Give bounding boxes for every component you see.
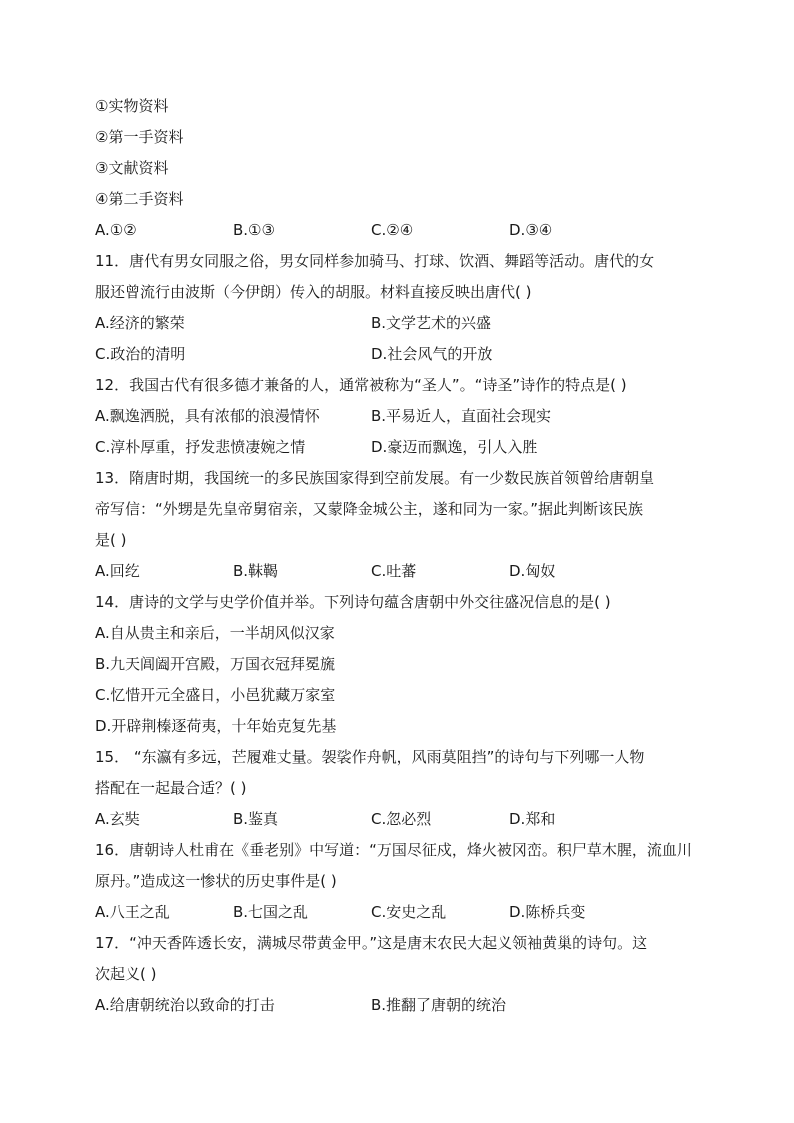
question-stem: 17．“冲天香阵透长安，满城尽带黄金甲。”这是唐末农民大起义领袖黄巢的诗句。这 bbox=[95, 934, 648, 952]
option-a[interactable]: A.八王之乱 bbox=[95, 903, 170, 921]
source-item: ①实物资料 bbox=[95, 97, 169, 115]
option-b[interactable]: B.平易近人，直面社会现实 bbox=[371, 407, 552, 425]
q12-options-row1 bbox=[95, 401, 699, 432]
question-stem: 11．唐代有男女同服之俗，男女同样参加骑马、打球、饮酒、舞蹈等活动。唐代的女 bbox=[95, 252, 655, 270]
option-d[interactable]: D.郑和 bbox=[509, 810, 556, 828]
option-c[interactable]: C.②④ bbox=[371, 221, 414, 239]
option-c[interactable]: C.吐蕃 bbox=[371, 562, 417, 580]
q11-options-row1 bbox=[95, 308, 699, 339]
option-d[interactable]: D.社会风气的开放 bbox=[371, 345, 493, 363]
option-b[interactable]: B.九天阊阖开宫殿，万国衣冠拜冕旒 bbox=[95, 655, 336, 673]
option-a[interactable]: A.飘逸洒脱，具有浓郁的浪漫情怀 bbox=[95, 407, 320, 425]
option-c[interactable]: C.淳朴厚重，抒发悲愤凄婉之情 bbox=[95, 438, 306, 456]
question-stem: 次起义( ) bbox=[95, 965, 157, 983]
question-stem: 是( ) bbox=[95, 531, 127, 549]
option-c[interactable]: C.忆惜开元全盛日，小邑犹藏万家室 bbox=[95, 686, 336, 704]
option-b[interactable]: B.七国之乱 bbox=[233, 903, 309, 921]
question-stem: 12．我国古代有很多德才兼备的人，通常被称为“圣人”。“诗圣”诗作的特点是( ) bbox=[95, 376, 627, 394]
question-stem: 13．隋唐时期，我国统一的多民族国家得到空前发展。有一少数民族首领曾给唐朝皇 bbox=[95, 469, 655, 487]
option-d[interactable]: D.匈奴 bbox=[509, 562, 556, 580]
option-b[interactable]: B.鉴真 bbox=[233, 810, 279, 828]
option-a[interactable]: A.给唐朝统治以致命的打击 bbox=[95, 996, 275, 1014]
question-stem: 搭配在一起最合适？( ) bbox=[95, 779, 247, 797]
question-stem: 14．唐诗的文学与史学价值并举。下列诗句蕴含唐朝中外交往盛况信息的是( ) bbox=[95, 593, 611, 611]
option-c[interactable]: C.忽必烈 bbox=[371, 810, 432, 828]
option-b[interactable]: B.①③ bbox=[233, 221, 275, 239]
option-a[interactable]: A.自从贵主和亲后，一半胡风似汉家 bbox=[95, 624, 335, 642]
option-b[interactable]: B.推翻了唐朝的统治 bbox=[371, 996, 507, 1014]
option-a[interactable]: A.回纥 bbox=[95, 562, 140, 580]
question-stem: 16．唐朝诗人杜甫在《垂老别》中写道：“万国尽征戍，烽火被冈峦。积尸草木腥，流血川 bbox=[95, 841, 692, 859]
option-a[interactable]: A.玄奘 bbox=[95, 810, 140, 828]
question-stem: 帝写信：“外甥是先皇帝舅宿亲，又蒙降金城公主，遂和同为一家。”据此判断该民族 bbox=[95, 500, 644, 518]
option-b[interactable]: B.靺鞨 bbox=[233, 562, 279, 580]
q16-options bbox=[95, 897, 699, 928]
q17-options bbox=[95, 990, 699, 1021]
question-stem: 15． “东瀛有多远，芒履难丈量。袈裟作舟帆，风雨莫阻挡”的诗句与下列哪一人物 bbox=[95, 748, 645, 766]
option-b[interactable]: B.文学艺术的兴盛 bbox=[371, 314, 492, 332]
option-d[interactable]: D.③④ bbox=[509, 221, 553, 239]
q12-options-row2 bbox=[95, 432, 699, 463]
source-item: ④第二手资料 bbox=[95, 190, 184, 208]
option-a[interactable]: A.①② bbox=[95, 221, 137, 239]
option-d[interactable]: D.豪迈而飘逸，引人入胜 bbox=[371, 438, 538, 456]
q15-options bbox=[95, 804, 699, 835]
option-d[interactable]: D.开辟荆榛逐荷夷，十年始克复先基 bbox=[95, 717, 337, 735]
question-stem: 服还曾流行由波斯（今伊朗）传入的胡服。材料直接反映出唐代( ) bbox=[95, 283, 532, 301]
source-item: ②第一手资料 bbox=[95, 128, 184, 146]
option-c[interactable]: C.安史之乱 bbox=[371, 903, 447, 921]
option-d[interactable]: D.陈桥兵变 bbox=[509, 903, 586, 921]
q10-options bbox=[95, 215, 699, 246]
source-item: ③文献资料 bbox=[95, 159, 169, 177]
question-stem: 原丹。”造成这一惨状的历史事件是( ) bbox=[95, 872, 337, 890]
option-c[interactable]: C.政治的清明 bbox=[95, 345, 186, 363]
option-a[interactable]: A.经济的繁荣 bbox=[95, 314, 185, 332]
q11-options-row2 bbox=[95, 339, 699, 370]
q13-options bbox=[95, 556, 699, 587]
